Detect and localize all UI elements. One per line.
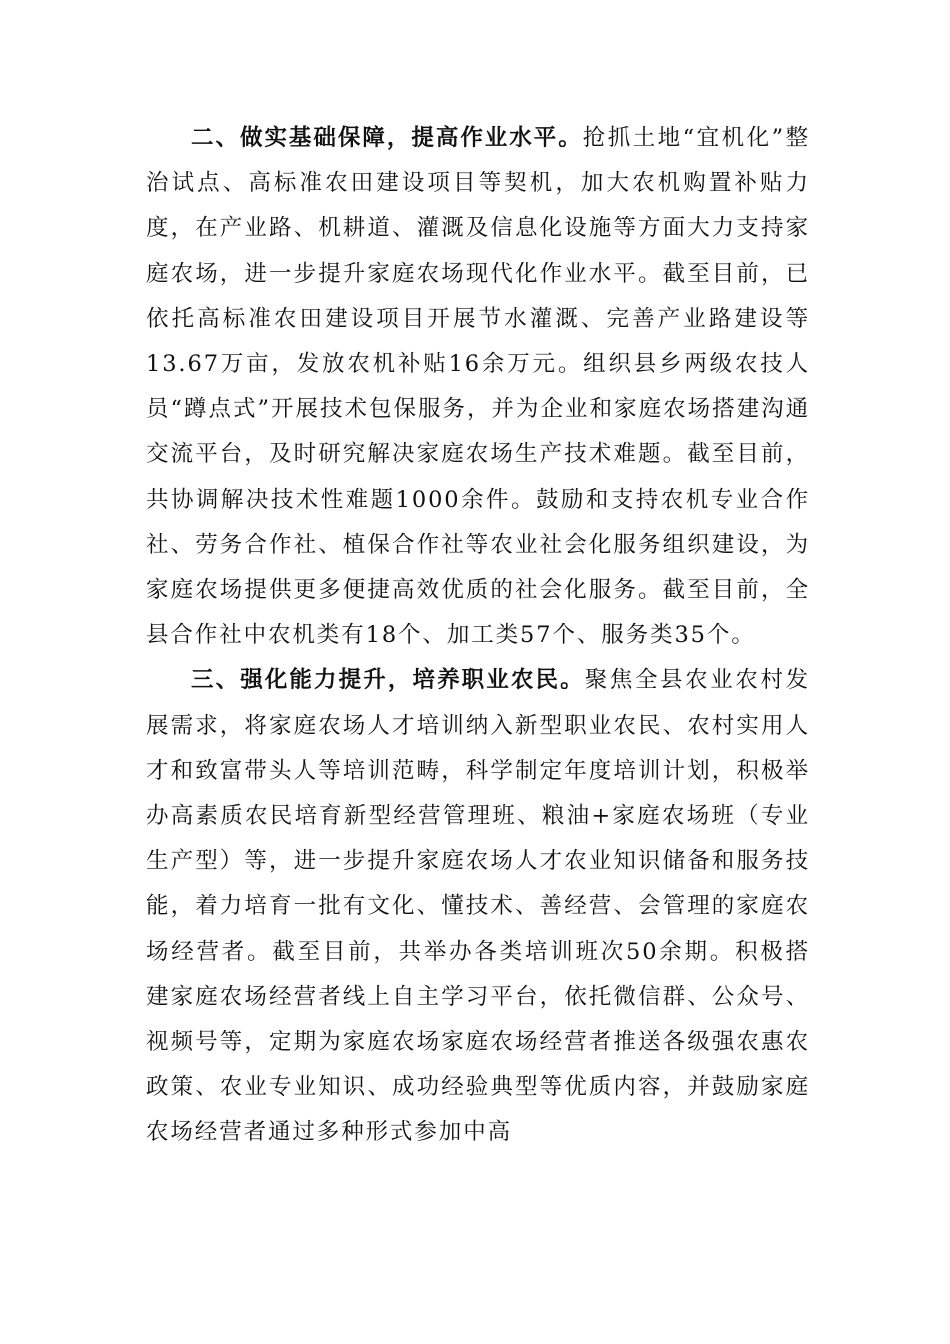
section-heading: 三、强化能力提升，培养职业农民。 bbox=[191, 667, 585, 694]
section-heading: 二、做实基础保障，提高作业水平。 bbox=[191, 125, 583, 151]
document-page bbox=[146, 116, 810, 1156]
paragraph-section-3 bbox=[146, 658, 810, 1155]
paragraph-section-2 bbox=[146, 116, 810, 658]
section-body: 抢抓土地“宜机化”整治试点、高标准农田建设项目等契机，加大农机购置补贴力度，在产业路、机耕道、灌溉及信息化设施等方面大力支持家庭农场，进一步提升家庭农场现代化作业水平。截至目前，已依托高标准农田建设项目开展节水灌溉、完善产业路建设等13.67万亩，发放农机补贴16余万元。组织县乡两级农技人员“蹲点式”开展技术包保服务，并为企业和家庭农场搭建沟通交流平台，及时研究解决家庭农场生产技术难题。截至目前，共协调解决技术性难题1000余件。鼓励和支持农机专业合作社、劳务合作社、植保合作社等农业社会化服务组织建设，为家庭农场提供更多便捷高效优质的社会化服务。截至目前，全县合作社中农机类有18个、加工类57个、服务类35个。 bbox=[146, 125, 810, 649]
section-body: 聚焦全县农业农村发展需求，将家庭农场人才培训纳入新型职业农民、农村实用人才和致富带头人等培训范畴，科学制定年度培训计划，积极举办高素质农民培育新型经营管理班、粮油+家庭农场班（专业生产型）等，进一步提升家庭农场人才农业知识储备和服务技能，着力培育一批有文化、懂技术、善经营、会管理的家庭农场经营者。截至目前，共举办各类培训班次50余期。积极搭建家庭农场经营者线上自主学习平台，依托微信群、公众号、视频号等，定期为家庭农场家庭农场经营者推送各级强农惠农政策、农业专业知识、成功经验典型等优质内容，并鼓励家庭农场经营者通过多种形式参加中高 bbox=[146, 667, 810, 1146]
